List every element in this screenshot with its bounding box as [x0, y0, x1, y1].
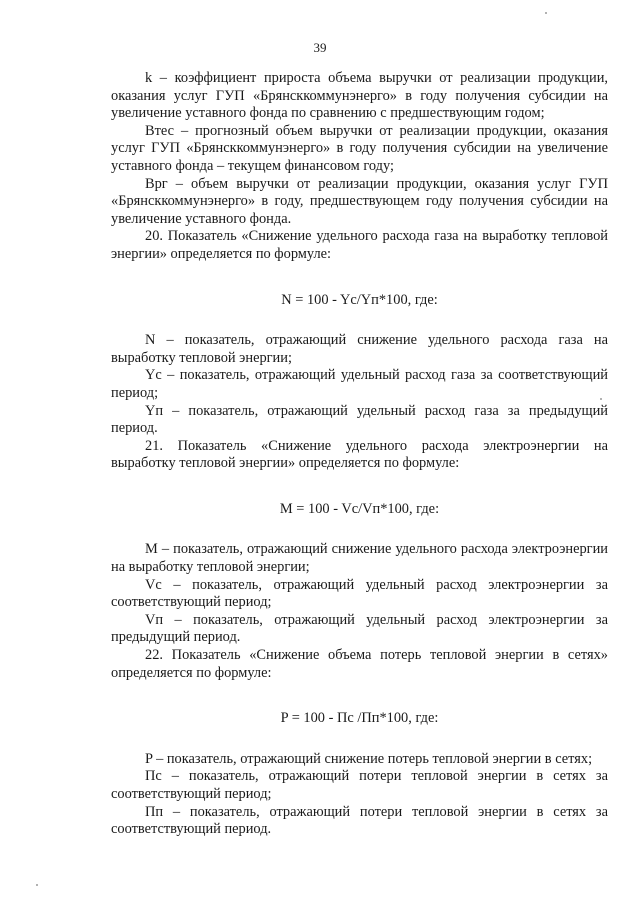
scan-speck: [600, 398, 602, 400]
clause-21: 21. Показатель «Снижение удельного расхода электроэнергии на выработку тепловой энергии» определяется по формуле:: [111, 437, 608, 472]
scan-speck: [545, 12, 547, 14]
definition-k: k – коэффициент прироста объема выручки от реализации продукции, оказания услуг ГУП «Брянсккоммунэнерго» в году получения субсидии на увеличение уставного фонда по сравнению с предшествующим годом;: [111, 70, 608, 122]
document-body: [111, 70, 608, 839]
formula-n: N = 100 - Yc/Yп*100, где:: [281, 291, 438, 308]
clause-22: 22. Показатель «Снижение объема потерь тепловой энергии в сетях» определяется по формуле:: [111, 647, 608, 681]
definition-pp: Пп – показатель, отражающий потери тепловой энергии в сетях за соответствующий период.: [111, 803, 608, 838]
formula-m: M = 100 - Vc/Vп*100, где:: [279, 500, 440, 517]
definition-btec: Втес – прогнозный объем выручки от реализации продукции, оказания услуг ГУП «Брянсккоммунэнерго» в году получения субсидии на увеличение уставного фонда – текущем финансовом году;: [111, 122, 608, 174]
definition-n: N – показатель, отражающий снижение удельного расхода газа на выработку тепловой энергии;: [111, 332, 608, 366]
definition-m: M – показатель, отражающий снижение удельного расхода электроэнергии на выработку тепловой энергии;: [111, 541, 608, 576]
formula-p: P = 100 - Пс /Пп*100, где:: [280, 710, 439, 727]
page-number: 39: [313, 40, 327, 55]
definition-yc: Yc – показатель, отражающий удельный расход газа за соответствующий период;: [111, 367, 608, 401]
clause-20: 20. Показатель «Снижение удельного расхода газа на выработку тепловой энергии» определяется по формуле:: [111, 228, 608, 262]
definition-vp: Vп – показатель, отражающий удельный расход электроэнергии за предыдущий период.: [111, 611, 608, 646]
definition-brg: Врг – объем выручки от реализации продукции, оказания услуг ГУП «Брянсккоммунэнерго» в году, предшествующем году получения субсидии на увеличение уставного фонда.: [111, 175, 608, 227]
definition-pc: Пс – показатель, отражающий потери тепловой энергии в сетях за соответствующий период;: [111, 768, 608, 802]
scan-speck: [36, 884, 38, 886]
definition-yp: Yп – показатель, отражающий удельный расход газа за предыдущий период.: [111, 402, 608, 437]
definition-vc: Vc – показатель, отражающий удельный расход электроэнергии за соответствующий период;: [111, 576, 608, 611]
definition-p: P – показатель, отражающий снижение потерь тепловой энергии в сетях;: [145, 750, 593, 767]
